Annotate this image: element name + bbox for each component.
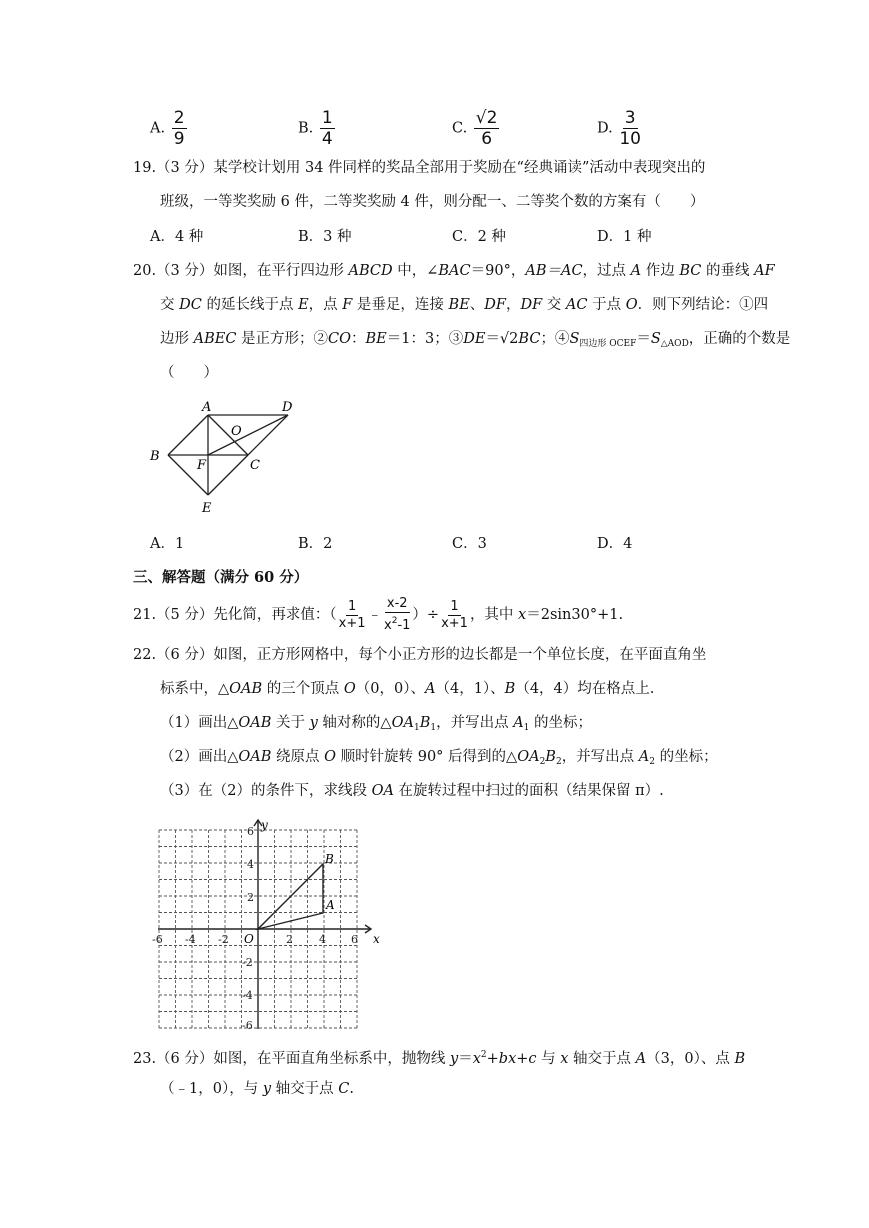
q21-line: 21.（5 分）先化简，再求值：（ $\frac{1}{x+1}$ ﹣ $\frac{x-2}{x^2-1}$ ）÷ $\frac{1}{x+1}$ ，其中 x＝2sin30°+1. xyxy=(133,596,624,633)
label-B: B xyxy=(150,449,160,464)
fraction: $\frac{x-2}{x^2-1}$ xyxy=(384,596,411,633)
q18-option-d: D. $\frac{3}{10}$ xyxy=(597,108,641,149)
q22-sub3: （3）在（2）的条件下，求线段 OA 在旋转过程中扫过的面积（结果保留 π）. xyxy=(160,783,664,799)
q22-line1: 22.（6 分）如图，正方形网格中，每个小正方形的边长都是一个单位长度，在平面直角坐 xyxy=(133,647,707,663)
label-E: E xyxy=(202,501,212,516)
q19-option-d: D．1 种 xyxy=(597,229,652,245)
x-tick-label: 4 xyxy=(319,933,326,946)
q22-sub2: （2）画出△OAB 绕原点 O 顺时针旋转 90° 后得到的$\triangle OA_2B_2$，并写出点 $A_2$ 的坐标； xyxy=(160,749,718,767)
y-tick-label: -2 xyxy=(242,956,253,969)
x-tick-label: 2 xyxy=(286,933,293,946)
q19-option-a: A．4 种 xyxy=(150,229,204,245)
q20-line4: （ ） xyxy=(160,365,218,381)
fraction: $\frac{1}{x+1}$ xyxy=(441,598,468,631)
q18-option-a: A. $\frac{2}{9}$ xyxy=(150,108,185,149)
x-tick-label: 6 xyxy=(351,933,358,946)
q22-line2: 标系中，△OAB 的三个顶点 O（0，0）、A（4，1）、B（4，4）均在格点上. xyxy=(160,681,655,697)
fraction: $\frac{3}{10}$ xyxy=(619,108,641,149)
q20-line2: 交 DC 的延长线于点 E，点 F 是垂足，连接 BE、DF，DF 交 AC 于点 O．则下列结论：①四 xyxy=(160,297,769,313)
label-D: D xyxy=(282,400,293,415)
x-axis-label: x xyxy=(373,932,380,946)
y-tick-label: -6 xyxy=(242,1019,253,1032)
label-A: A xyxy=(202,400,212,415)
label-F: F xyxy=(197,458,207,473)
q18-option-c: C. $\frac{√2}{6}$ xyxy=(452,108,498,149)
q19-option-b: B．3 种 xyxy=(298,229,352,245)
q20-line3: 边形 ABEC 是正方形；②CO：BE＝1：3；③DE＝√2BC；$④S_{四边形 OCEF}=S_{\triangle AOD}$，正确的个数是 xyxy=(160,331,791,349)
coordinate-grid-figure xyxy=(145,815,385,1035)
point-B-label: B xyxy=(325,852,334,866)
parallelogram-figure xyxy=(140,395,300,520)
y-tick-label: 2 xyxy=(247,891,254,904)
q20-option-a: A．1 xyxy=(150,536,185,552)
q19-line1: 19.（3 分）某学校计划用 34 件同样的奖品全部用于奖励在“经典诵读”活动中表现突出的 xyxy=(133,160,706,176)
q20-line1: 20.（3 分）如图，在平行四边形 ABCD 中，∠BAC＝90°，AB＝AC，过点 A 作边 BC 的垂线 AF xyxy=(133,263,775,279)
x-tick-label: -6 xyxy=(152,933,163,946)
y-tick-label: 4 xyxy=(247,858,254,871)
q20-option-b: B．2 xyxy=(298,536,333,552)
fraction: $\frac{1}{4}$ xyxy=(321,108,333,149)
q20-option-d: D．4 xyxy=(597,536,633,552)
fraction: $\frac{1}{x+1}$ xyxy=(338,598,366,631)
y-tick-label: -4 xyxy=(242,989,253,1002)
y-tick-label: 6 xyxy=(247,825,254,838)
point-A-label: A xyxy=(326,898,335,912)
fraction: $\frac{2}{9}$ xyxy=(173,108,185,149)
q19-option-c: C．2 种 xyxy=(452,229,506,245)
q23-line1: 23.（6 分）如图，在平面直角坐标系中，抛物线 $y=x^2+bx+c$ 与 x 轴交于点 A（3，0）、点 B xyxy=(133,1050,746,1067)
section-title: 三、解答题（满分 60 分） xyxy=(133,569,309,586)
q22-sub1: （1）画出△OAB 关于 y 轴对称的$\triangle OA_1B_1$，并写出点 $A_1$ 的坐标； xyxy=(160,715,593,733)
label-C: C xyxy=(250,458,260,473)
x-tick-label: -2 xyxy=(218,933,229,946)
origin-label: O xyxy=(244,932,254,946)
q20-option-c: C．3 xyxy=(452,536,487,552)
q23-line2: （﹣1，0），与 y 轴交于点 C. xyxy=(160,1081,354,1097)
q18-option-b: B. $\frac{1}{4}$ xyxy=(298,108,333,149)
q19-line2: 班级，一等奖奖励 6 件，二等奖奖励 4 件，则分配一、二等奖个数的方案有（ ） xyxy=(160,194,705,210)
y-axis-label: y xyxy=(261,818,268,832)
x-tick-label: -4 xyxy=(185,933,196,946)
label-O: O xyxy=(231,424,242,439)
fraction: $\frac{√2}{6}$ xyxy=(475,108,498,149)
